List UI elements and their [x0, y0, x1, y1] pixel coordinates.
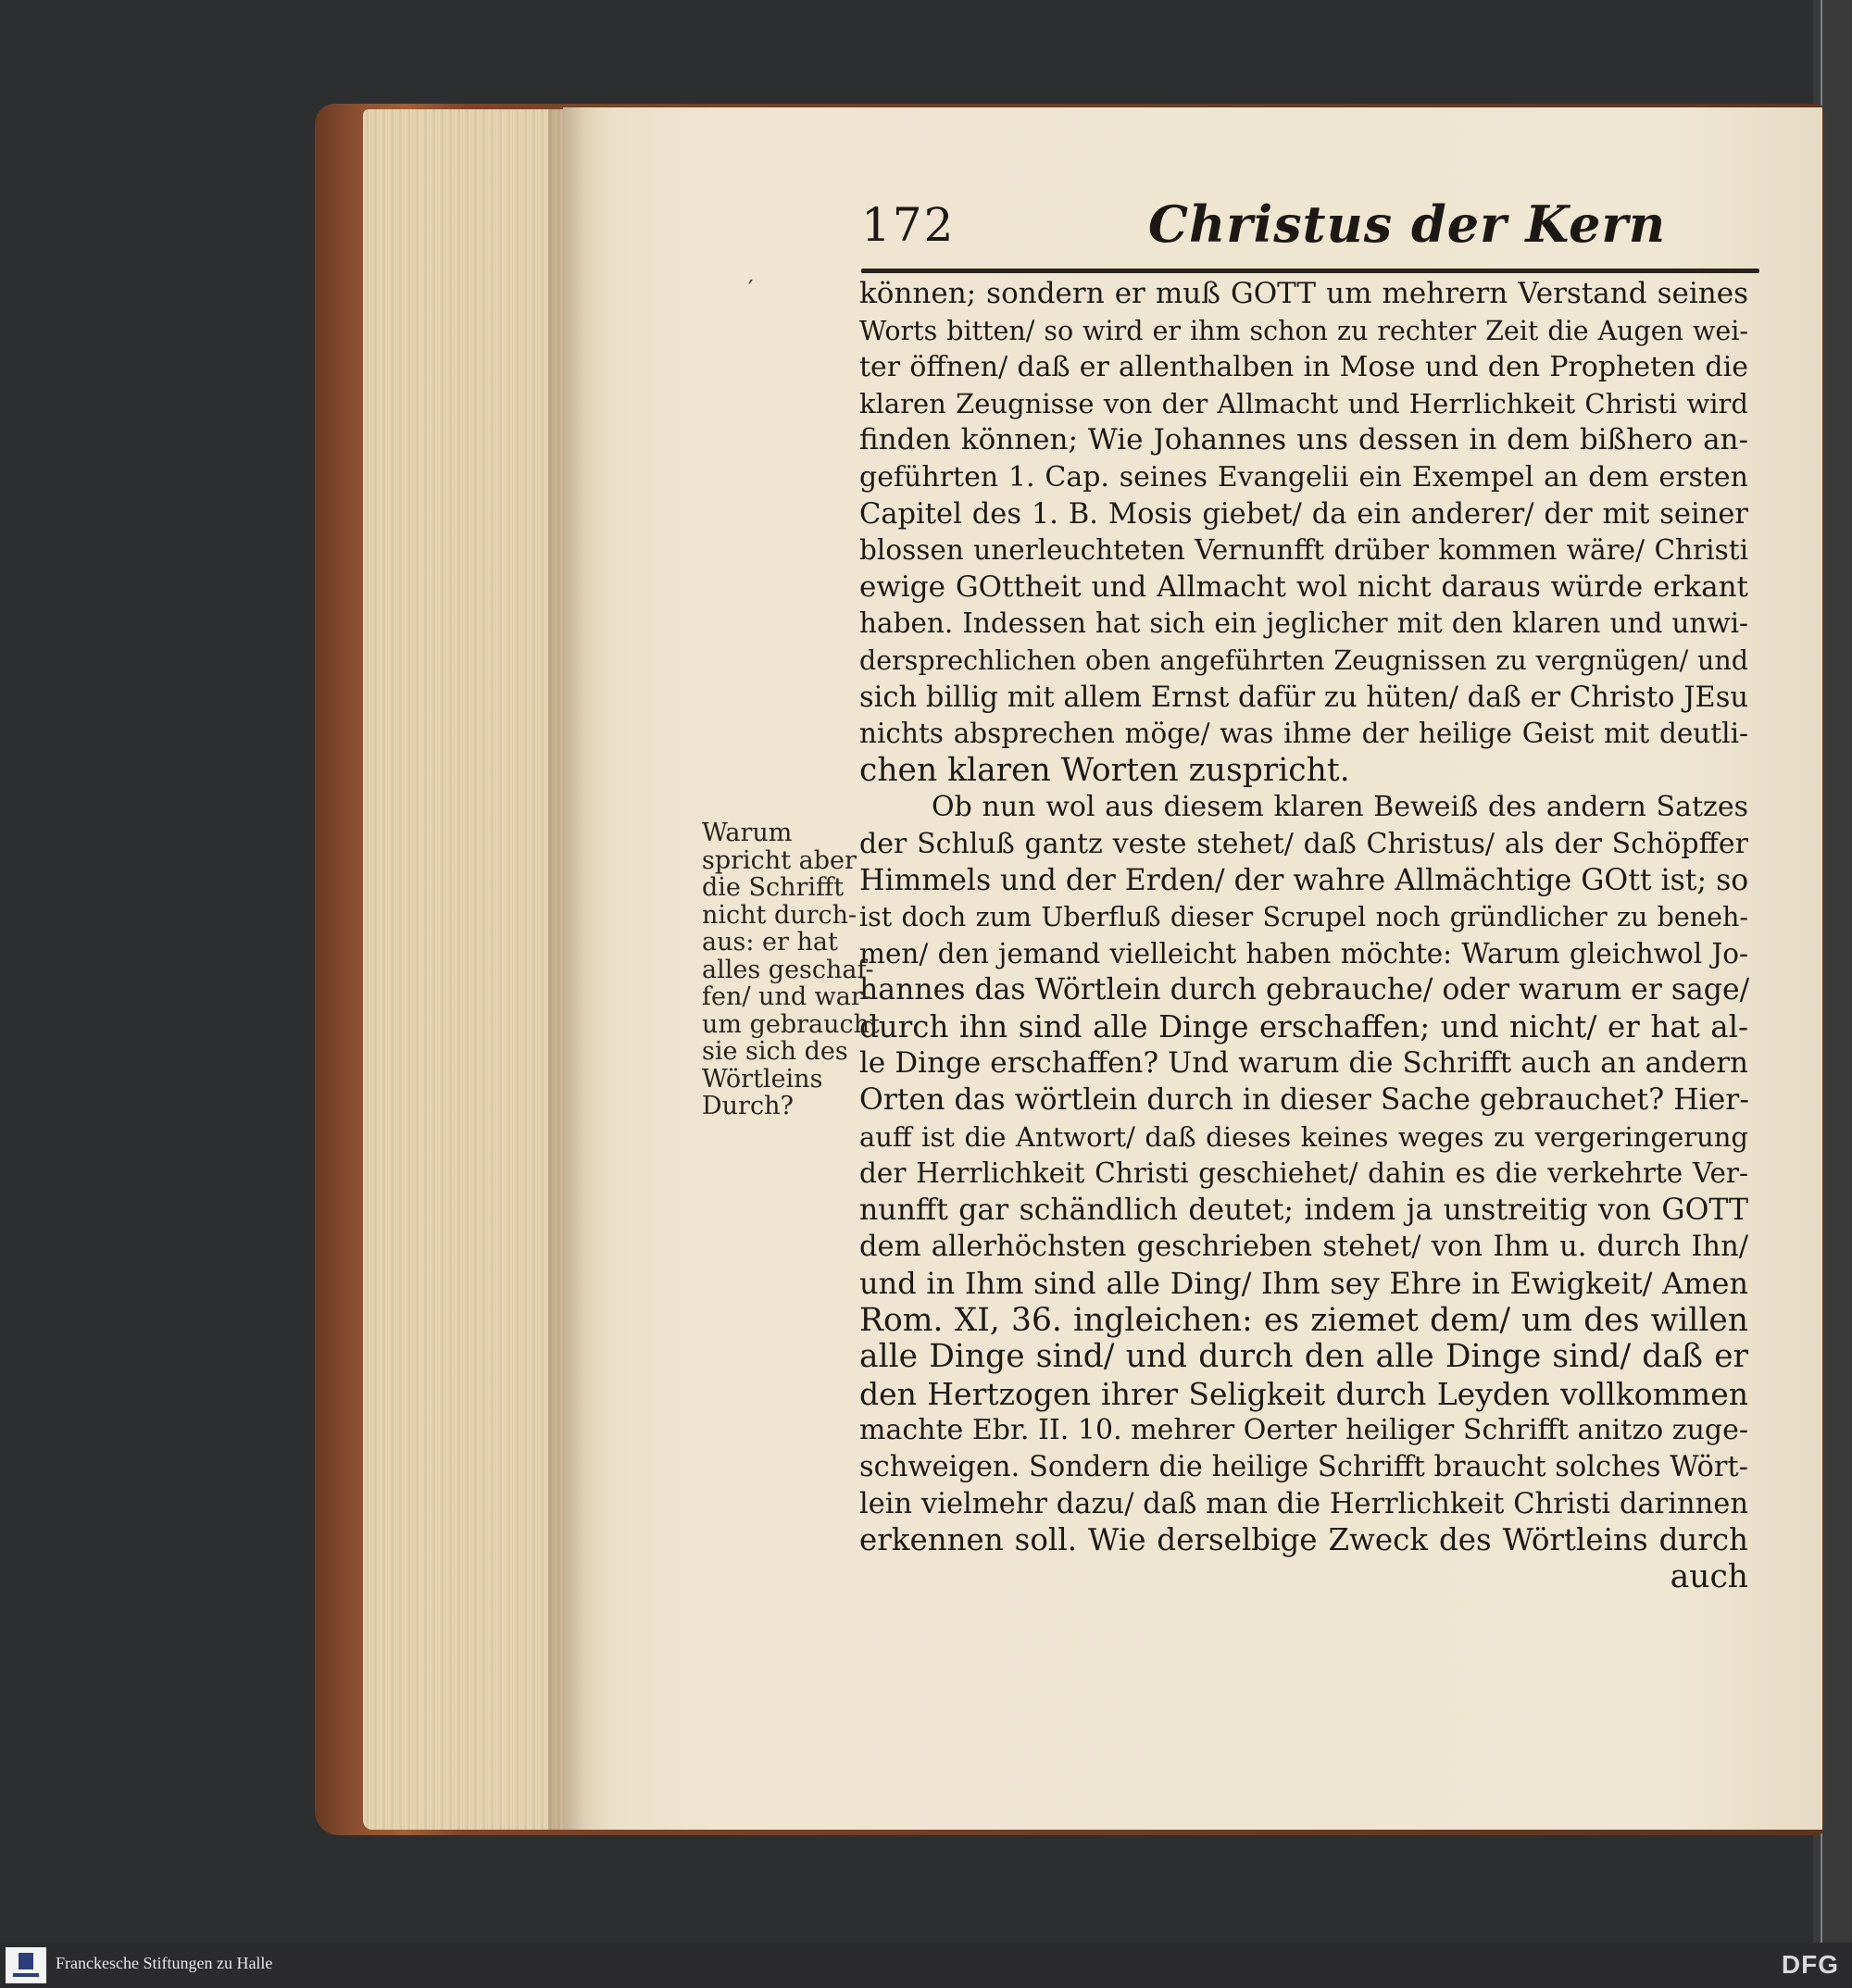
paragraph-start: Ob nun wol aus diesem klaren Beweiß des andern Satzes	[932, 791, 1748, 824]
text-line: geführten 1. Cap. seines Evangelii ein Exempel an dem ersten	[859, 460, 1748, 494]
viewer-footer	[0, 1943, 1852, 1988]
text-line: ewige GOttheit und Allmacht wol nicht daraus würde erkant	[859, 569, 1748, 604]
marginal-line: um gebraucht	[702, 1009, 880, 1039]
text-line: machte Ebr. II. 10. mehrer Oerter heiliger Schrifft anitzo zuge-	[859, 1414, 1748, 1447]
text-line: chen klaren Worten zuspricht.	[859, 751, 1350, 789]
francke-logo-icon	[6, 1947, 46, 1983]
text-line: dem allerhöchsten geschrieben stehet/ von Ihm u. durch Ihn/	[859, 1231, 1748, 1264]
text-line: Rom. XI, 36. ingleichen: es ziemet dem/ um des willen	[859, 1301, 1748, 1339]
header-rule	[861, 269, 1759, 273]
gutter-shadow	[548, 107, 585, 1830]
body-text	[859, 276, 1748, 1595]
text-line: erkennen soll. Wie derselbige Zweck des Wörtleins durch	[859, 1522, 1748, 1558]
text-line: können; sondern er muß GOTT um mehrern Verstand seines	[859, 277, 1748, 310]
page-header	[861, 194, 1741, 256]
text-line: men/ den jemand vielleicht haben möchte: Warum gleichwol Jo-	[859, 937, 1748, 969]
text-line: nichts absprechen möge/ was ihme der heilige Geist mit deutli-	[859, 718, 1748, 750]
text-line: den Hertzogen ihrer Seligkeit durch Leyden vollkommen	[859, 1375, 1748, 1412]
text-line: der Schluß gantz veste stehet/ daß Christus/ als der Schöpffer	[859, 827, 1748, 860]
marginal-line: die Schrifft	[702, 873, 845, 902]
page-edges	[363, 109, 565, 1830]
text-line: und in Ihm sind alle Ding/ Ihm sey Ehre in Ewigkeit/ Amen	[859, 1266, 1748, 1302]
text-line: blossen unerleuchteten Vernunfft drüber kommen wäre/ Christi	[859, 534, 1748, 567]
text-line: lein vielmehr dazu/ daß man die Herrlichkeit Christi darinnen	[859, 1487, 1748, 1520]
text-line: ist doch zum Uberfluß dieser Scrupel noch gründlicher zu beneh-	[859, 902, 1748, 933]
dfg-logo: DFG	[1781, 1950, 1839, 1979]
page-number: 172	[861, 198, 956, 252]
marginal-line: Wörtleins	[702, 1064, 823, 1094]
marginal-line: Warum	[702, 819, 793, 847]
text-line: alle Dinge sind/ und durch den alle Dinge sind/ daß er	[859, 1338, 1748, 1376]
text-line: finden können; Wie Johannes uns dessen in dem bißhero an-	[859, 423, 1748, 457]
text-line: der Herrlichkeit Christi geschiehet/ dahin es die verkehrte Ver-	[859, 1157, 1748, 1190]
text-line: Worts bitten/ so wird er ihm schon zu rechter Zeit die Augen wei-	[859, 315, 1748, 346]
marginal-line: aus: er hat	[702, 928, 838, 956]
text-line: klaren Zeugnisse von der Allmacht und Herrlichkeit Christi wird	[859, 387, 1748, 419]
text-line: auff ist die Antwort/ daß dieses keines weges zu vergeringerung	[859, 1120, 1748, 1153]
text-line: schweigen. Sondern die heilige Schrifft braucht solches Wört-	[859, 1451, 1748, 1483]
institution-label: Franckesche Stiftungen zu Halle	[56, 1954, 273, 1972]
text-line: dersprechlichen oben angeführten Zeugnissen zu vergnügen/ und	[859, 644, 1748, 676]
text-line: Himmels und der Erden/ der wahre Allmächtige GOtt ist; so	[859, 863, 1749, 897]
margin-mark: ′	[748, 276, 754, 302]
catchword: auch	[1670, 1557, 1748, 1595]
text-line: Orten das wörtlein durch in dieser Sache gebrauchet? Hier-	[859, 1083, 1749, 1118]
text-line: haben. Indessen hat sich ein jeglicher mit den klaren und unwi-	[859, 607, 1748, 640]
running-head: Christus der Kern	[1148, 194, 1667, 254]
marginal-line: nicht durch-	[702, 900, 857, 930]
marginal-line: fen/ und war-	[702, 982, 871, 1011]
text-line: le Dinge erschaffen? Und warum die Schrifft auch an andern	[859, 1046, 1748, 1081]
marginal-line: sie sich des	[702, 1037, 848, 1066]
marginal-note	[702, 819, 880, 1120]
marginal-line: alles geschaf-	[702, 955, 874, 984]
text-line: ter öffnen/ daß er allenthalben in Mose und den Propheten die	[859, 351, 1748, 384]
text-line: nunfft gar schändlich deutet; indem ja unstreitig von GOTT	[859, 1193, 1748, 1227]
text-line: durch ihn sind alle Dinge erschaffen; und nicht/ er hat al-	[859, 1008, 1748, 1044]
text-line: Capitel des 1. B. Mosis giebet/ da ein anderer/ der mit seiner	[859, 497, 1748, 531]
marginal-line: spricht aber	[702, 845, 857, 875]
text-line: sich billig mit allem Ernst dafür zu hüten/ daß er Christo JEsu	[859, 681, 1748, 714]
text-line: hannes das Wörtlein durch gebrauche/ oder warum er sage/	[859, 973, 1750, 1007]
marginal-line: Durch?	[702, 1092, 794, 1120]
